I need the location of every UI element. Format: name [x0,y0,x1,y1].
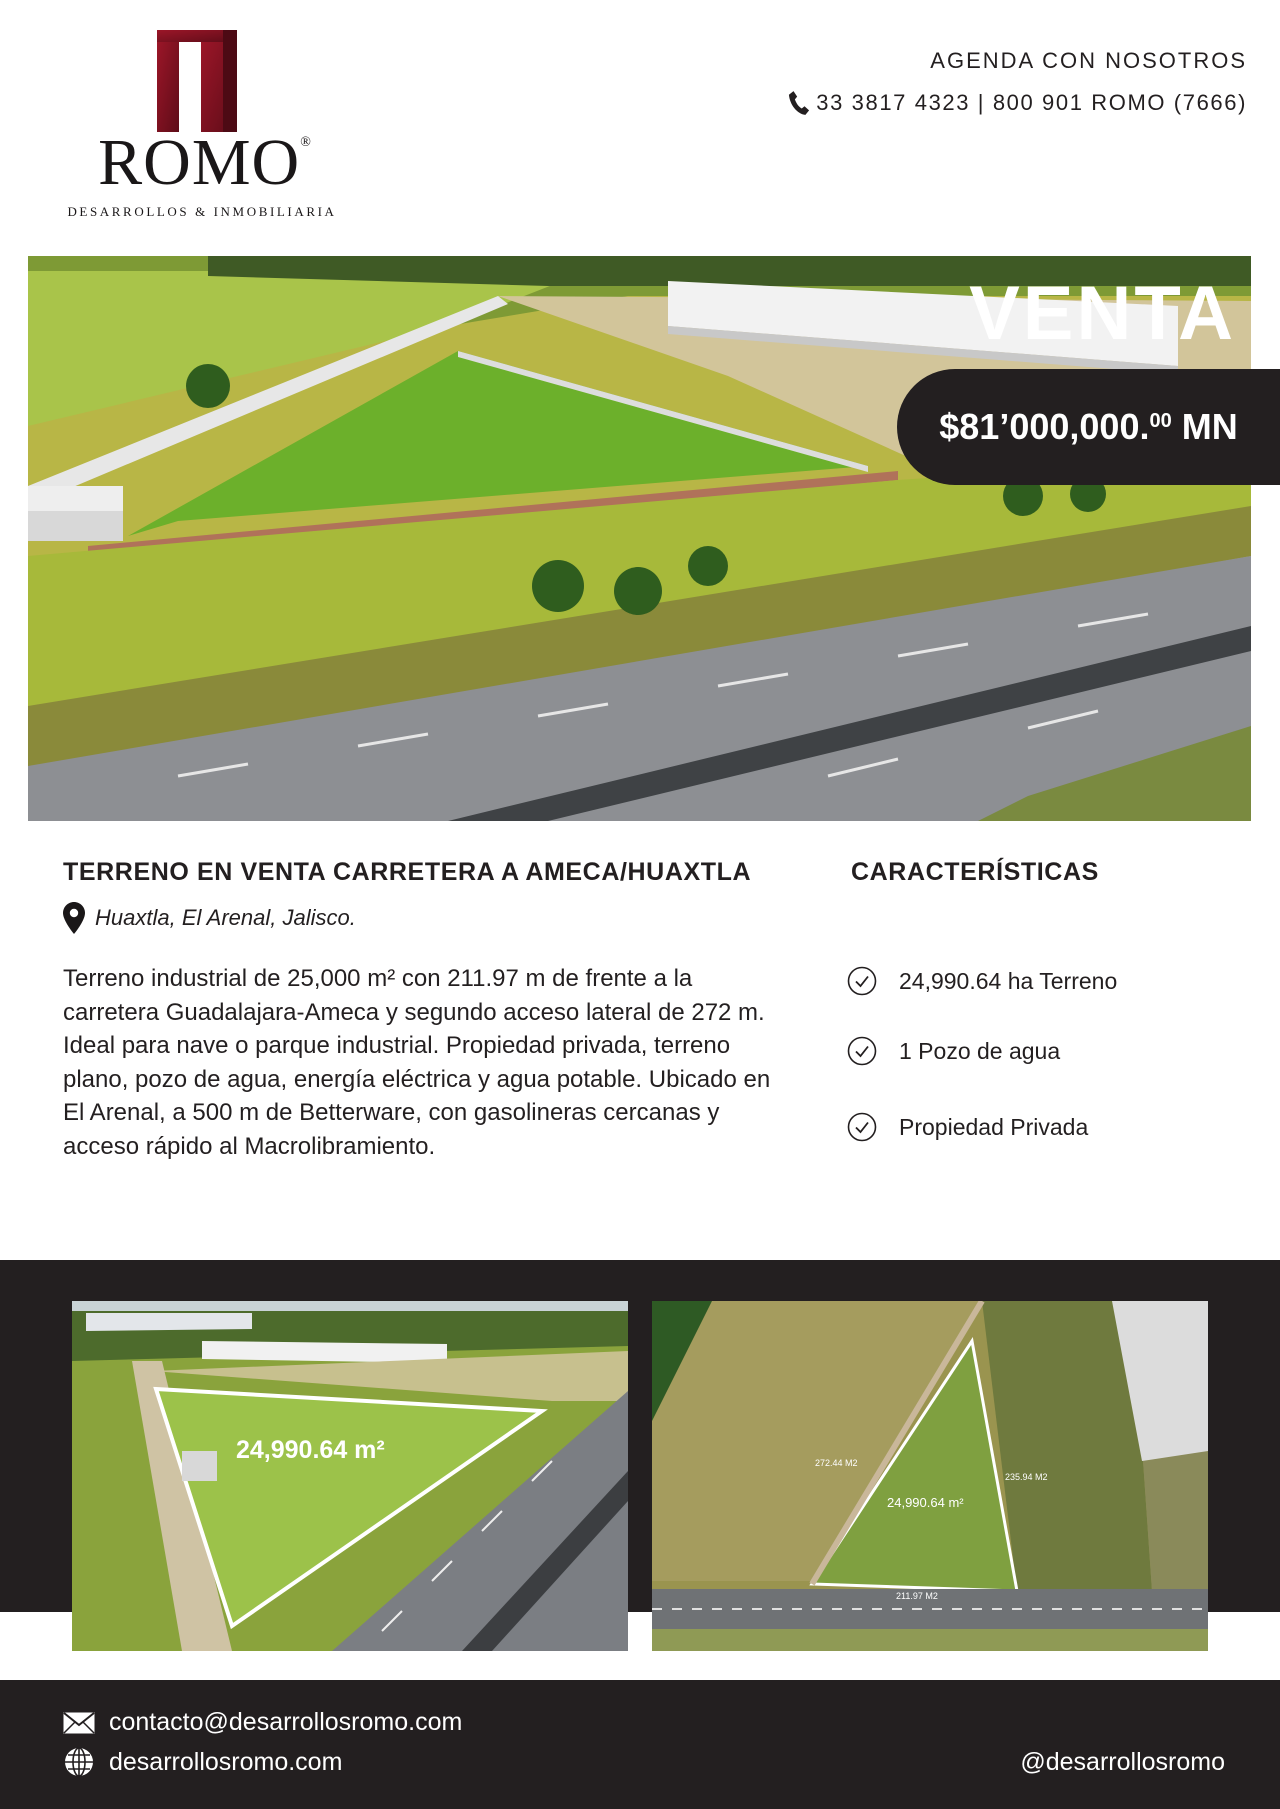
globe-icon [63,1746,95,1778]
listing-title: TERRENO EN VENTA CARRETERA A AMECA/HUAXTLA [63,858,752,886]
price-main: $81’000,000. [939,406,1150,447]
feature-item [847,1036,1060,1066]
features-title: CARACTERÍSTICAS [851,858,1099,886]
footer-email[interactable] [63,1708,462,1737]
feature-item [847,966,1117,996]
brand-name: ROMO® [98,126,312,199]
feature-item [847,1112,1088,1142]
feature-label: 24,990.64 ha Terreno [899,967,1118,994]
feature-label: 1 Pozo de agua [899,1037,1061,1064]
footer-bar [0,1680,1280,1809]
footer-website[interactable] [63,1746,342,1778]
envelope-icon [63,1712,95,1734]
phone-icon [788,90,810,116]
brand-tagline: DESARROLLOS & INMOBILIARIA [67,204,337,219]
gallery-photo-aerial-oblique [72,1301,628,1651]
phone-line[interactable] [788,90,1247,116]
photo2-area-label: 24,990.64 m² [887,1495,964,1510]
phone-numbers: 33 3817 4323 | 800 901 ROMO (7666) [816,90,1247,115]
feature-label: Propiedad Privada [899,1113,1089,1140]
social-handle[interactable]: @desarrollosromo [1020,1748,1225,1776]
photo2-side-right-label: 235.94 M2 [1005,1472,1048,1482]
price-tag [897,369,1280,485]
check-circle-icon [847,1036,877,1066]
listing-description: Terreno industrial de 25,000 m² con 211.97 m de frente a la carretera Guadalajara-Ameca y segundo acceso lateral de 272 m. Ideal para nave o parque industrial. Propiedad privada, terreno plano, pozo de agua, energía eléctrica y agua potable. Ubicado en El Arenal, a 500 m de Betterware, con gasolineras cercanas y acceso rápido al Macrolibramiento. [63,965,771,1160]
venta-badge: VENTA [969,271,1236,356]
agenda-heading: AGENDA CON NOSOTROS [930,48,1247,73]
price-currency: MN [1171,406,1238,447]
map-pin-icon [63,902,85,934]
photo1-area-label: 24,990.64 m² [236,1436,385,1464]
check-circle-icon [847,966,877,996]
email-text: contacto@desarrollosromo.com [109,1708,463,1736]
check-circle-icon [847,1112,877,1142]
romo-logo-mark [157,30,237,132]
photo2-side-left-label: 272.44 M2 [815,1458,858,1468]
listing-location [63,902,356,934]
price-cents: 00 [1149,409,1172,432]
location-text: Huaxtla, El Arenal, Jalisco. [95,905,356,930]
photo2-front-label: 211.97 M2 [896,1591,938,1601]
website-text: desarrollosromo.com [109,1747,343,1776]
